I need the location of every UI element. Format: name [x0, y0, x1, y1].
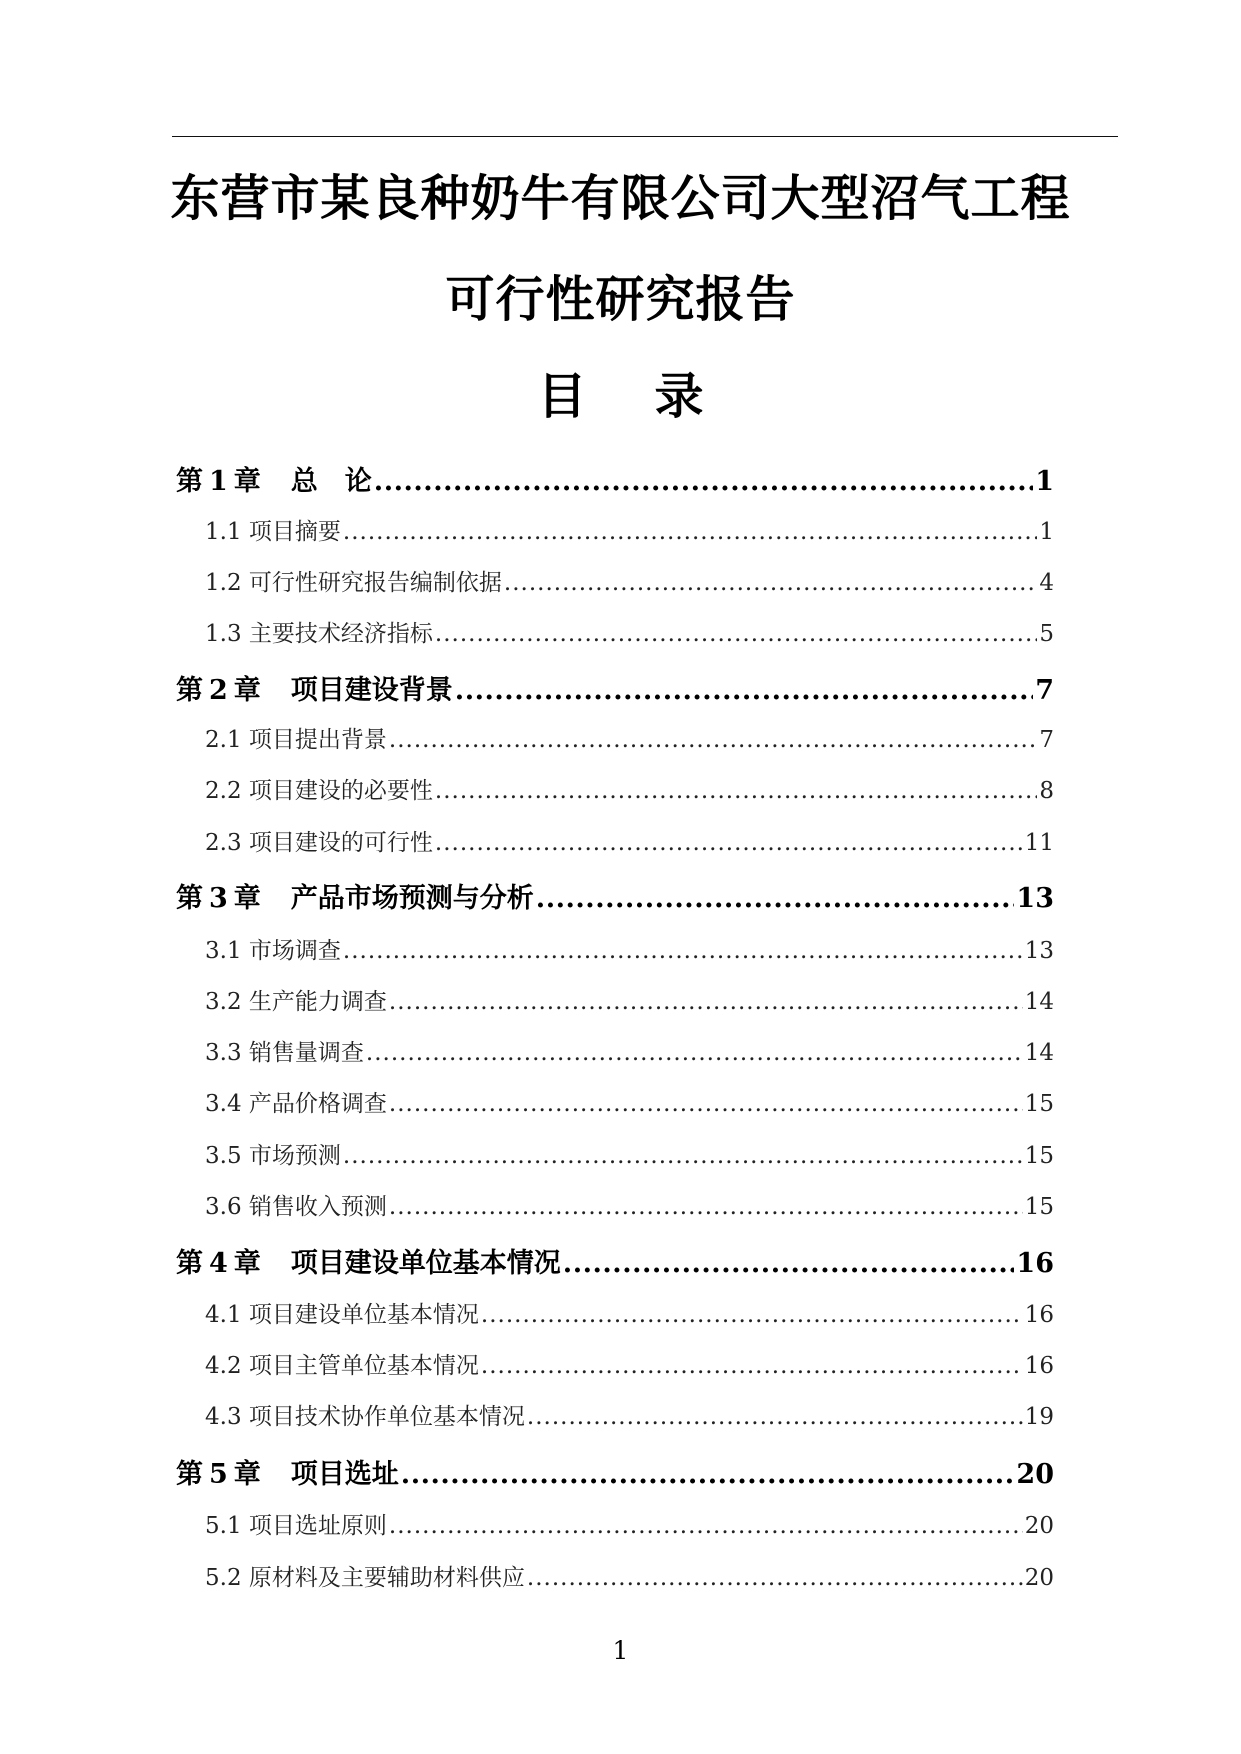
chapter-title: 项目选址 — [290, 1459, 399, 1490]
toc-leader-dots — [366, 1040, 1023, 1066]
toc-page-number: 15 — [1024, 1194, 1054, 1220]
toc-page-number: 14 — [1024, 1040, 1054, 1066]
toc-chapter-row[interactable] — [176, 459, 1054, 498]
toc-section-row[interactable] — [205, 615, 1054, 648]
chapter-number: 1 — [209, 466, 228, 497]
toc-entry-label: 2.1 项目提出背景 — [205, 727, 387, 753]
toc-leader-dots — [343, 519, 1037, 545]
toc-page-number: 14 — [1024, 989, 1054, 1015]
chapter-title: 总 论 — [290, 466, 372, 497]
toc-entry-label: 1.2 可行性研究报告编制依据 — [205, 570, 502, 596]
toc-heading — [0, 358, 1241, 428]
chapter-suffix: 章 — [233, 883, 261, 914]
toc-heading-right: 录 — [654, 367, 704, 425]
toc-chapter-row[interactable] — [176, 1241, 1054, 1280]
toc-leader-dots — [481, 1302, 1023, 1328]
toc-chapter-row[interactable] — [176, 668, 1054, 707]
toc-section-row[interactable] — [205, 983, 1054, 1016]
toc-section-row[interactable] — [205, 1398, 1054, 1431]
chapter-number: 5 — [209, 1459, 228, 1490]
toc-page-number: 8 — [1039, 778, 1054, 804]
chapter-prefix: 第 — [176, 883, 203, 914]
toc-leader-dots — [504, 570, 1037, 596]
toc-page-number: 13 — [1024, 938, 1054, 964]
toc-entry-label: 2.2 项目建设的必要性 — [205, 778, 433, 804]
toc-entry-label: 2.3 项目建设的可行性 — [205, 830, 433, 856]
toc-page-number: 15 — [1024, 1091, 1054, 1117]
toc-leader-dots — [481, 1353, 1023, 1379]
toc-leader-dots — [389, 1091, 1023, 1117]
chapter-suffix: 章 — [233, 1459, 261, 1490]
toc-leader-dots — [389, 727, 1037, 753]
toc-leader-dots — [389, 1513, 1023, 1539]
toc-heading-left: 目 — [537, 367, 587, 425]
toc-leader-dots — [374, 466, 1033, 497]
document-title: 东营市某良种奶牛有限公司大型沼气工程 — [170, 169, 1071, 227]
chapter-suffix: 章 — [233, 1248, 261, 1279]
toc-leader-dots — [563, 1248, 1015, 1279]
toc-entry-label: 3.4 产品价格调查 — [205, 1091, 387, 1117]
toc-leader-dots — [343, 938, 1023, 964]
toc-leader-dots — [435, 778, 1037, 804]
toc-leader-dots — [435, 621, 1037, 647]
chapter-prefix: 第 — [176, 1459, 203, 1490]
chapter-suffix: 章 — [233, 466, 261, 497]
toc-entry-label: 3.5 市场预测 — [205, 1143, 341, 1169]
chapter-title: 项目建设背景 — [290, 675, 453, 706]
toc-page-number: 15 — [1024, 1143, 1054, 1169]
toc-entry-label: 3.6 销售收入预测 — [205, 1194, 387, 1220]
toc-section-row[interactable] — [205, 824, 1054, 857]
toc-entry-label: 1.3 主要技术经济指标 — [205, 621, 433, 647]
toc-page-number: 20 — [1024, 1565, 1054, 1591]
toc-section-row[interactable] — [205, 1296, 1054, 1329]
toc-entry-label: 5.1 项目选址原则 — [205, 1513, 387, 1539]
chapter-prefix: 第 — [176, 675, 203, 706]
toc-page-number: 16 — [1024, 1353, 1054, 1379]
toc-section-row[interactable] — [205, 1188, 1054, 1221]
toc-section-row[interactable] — [205, 721, 1054, 754]
toc-entry-label — [176, 459, 372, 498]
toc-leader-dots — [527, 1404, 1023, 1430]
document-subtitle: 可行性研究报告 — [445, 270, 796, 328]
toc-entry-label: 5.2 原材料及主要辅助材料供应 — [205, 1565, 525, 1591]
toc-leader-dots — [455, 675, 1033, 706]
toc-section-row[interactable] — [205, 772, 1054, 805]
toc-leader-dots — [389, 989, 1023, 1015]
toc-entry-label: 4.1 项目建设单位基本情况 — [205, 1302, 479, 1328]
toc-section-row[interactable] — [205, 564, 1054, 597]
chapter-number: 2 — [209, 675, 228, 706]
page-number: 1 — [612, 1636, 629, 1665]
toc-page-number: 11 — [1024, 830, 1054, 856]
toc-entry-label — [176, 876, 534, 915]
toc-page-number: 4 — [1039, 570, 1054, 596]
toc-chapter-row[interactable] — [176, 876, 1054, 915]
toc-section-row[interactable] — [205, 513, 1054, 546]
chapter-suffix: 章 — [233, 675, 261, 706]
toc-entry-label — [176, 1241, 561, 1280]
toc-page-number: 7 — [1035, 675, 1054, 706]
toc-leader-dots — [401, 1459, 1015, 1490]
toc-page-number: 5 — [1039, 621, 1054, 647]
toc-section-row[interactable] — [205, 1034, 1054, 1067]
header-rule — [172, 136, 1118, 137]
toc-section-row[interactable] — [205, 1085, 1054, 1118]
toc-page-number: 20 — [1016, 1459, 1054, 1490]
toc-page-number: 7 — [1039, 727, 1054, 753]
chapter-title: 产品市场预测与分析 — [290, 883, 534, 914]
toc-entry-label: 4.3 项目技术协作单位基本情况 — [205, 1404, 525, 1430]
toc-page-number: 16 — [1016, 1248, 1054, 1279]
toc-chapter-row[interactable] — [176, 1452, 1054, 1491]
toc-entry-label: 3.1 市场调查 — [205, 938, 341, 964]
toc-leader-dots — [435, 830, 1023, 856]
toc-leader-dots — [536, 883, 1015, 914]
toc-section-row[interactable] — [205, 1137, 1054, 1170]
toc-page-number: 13 — [1016, 883, 1054, 914]
chapter-title: 项目建设单位基本情况 — [290, 1248, 561, 1279]
toc-page-number: 1 — [1039, 519, 1054, 545]
toc-entry-label — [176, 1452, 399, 1491]
toc-entry-label: 3.2 生产能力调查 — [205, 989, 387, 1015]
toc-entry-label: 3.3 销售量调查 — [205, 1040, 364, 1066]
toc-page-number: 16 — [1024, 1302, 1054, 1328]
chapter-number: 4 — [209, 1248, 228, 1279]
toc-entry-label — [176, 668, 453, 707]
toc-section-row[interactable] — [205, 1507, 1054, 1540]
toc-entry-label: 1.1 项目摘要 — [205, 519, 341, 545]
chapter-number: 3 — [209, 883, 228, 914]
toc-section-row[interactable] — [205, 932, 1054, 965]
toc-page-number: 20 — [1024, 1513, 1054, 1539]
toc-section-row[interactable] — [205, 1347, 1054, 1380]
toc-leader-dots — [343, 1143, 1023, 1169]
chapter-prefix: 第 — [176, 1248, 203, 1279]
chapter-prefix: 第 — [176, 466, 203, 497]
toc-page-number: 19 — [1024, 1404, 1054, 1430]
toc-page-number: 1 — [1035, 466, 1054, 497]
toc-leader-dots — [389, 1194, 1023, 1220]
toc-leader-dots — [527, 1565, 1023, 1591]
toc-section-row[interactable] — [205, 1559, 1054, 1592]
toc-entry-label: 4.2 项目主管单位基本情况 — [205, 1353, 479, 1379]
